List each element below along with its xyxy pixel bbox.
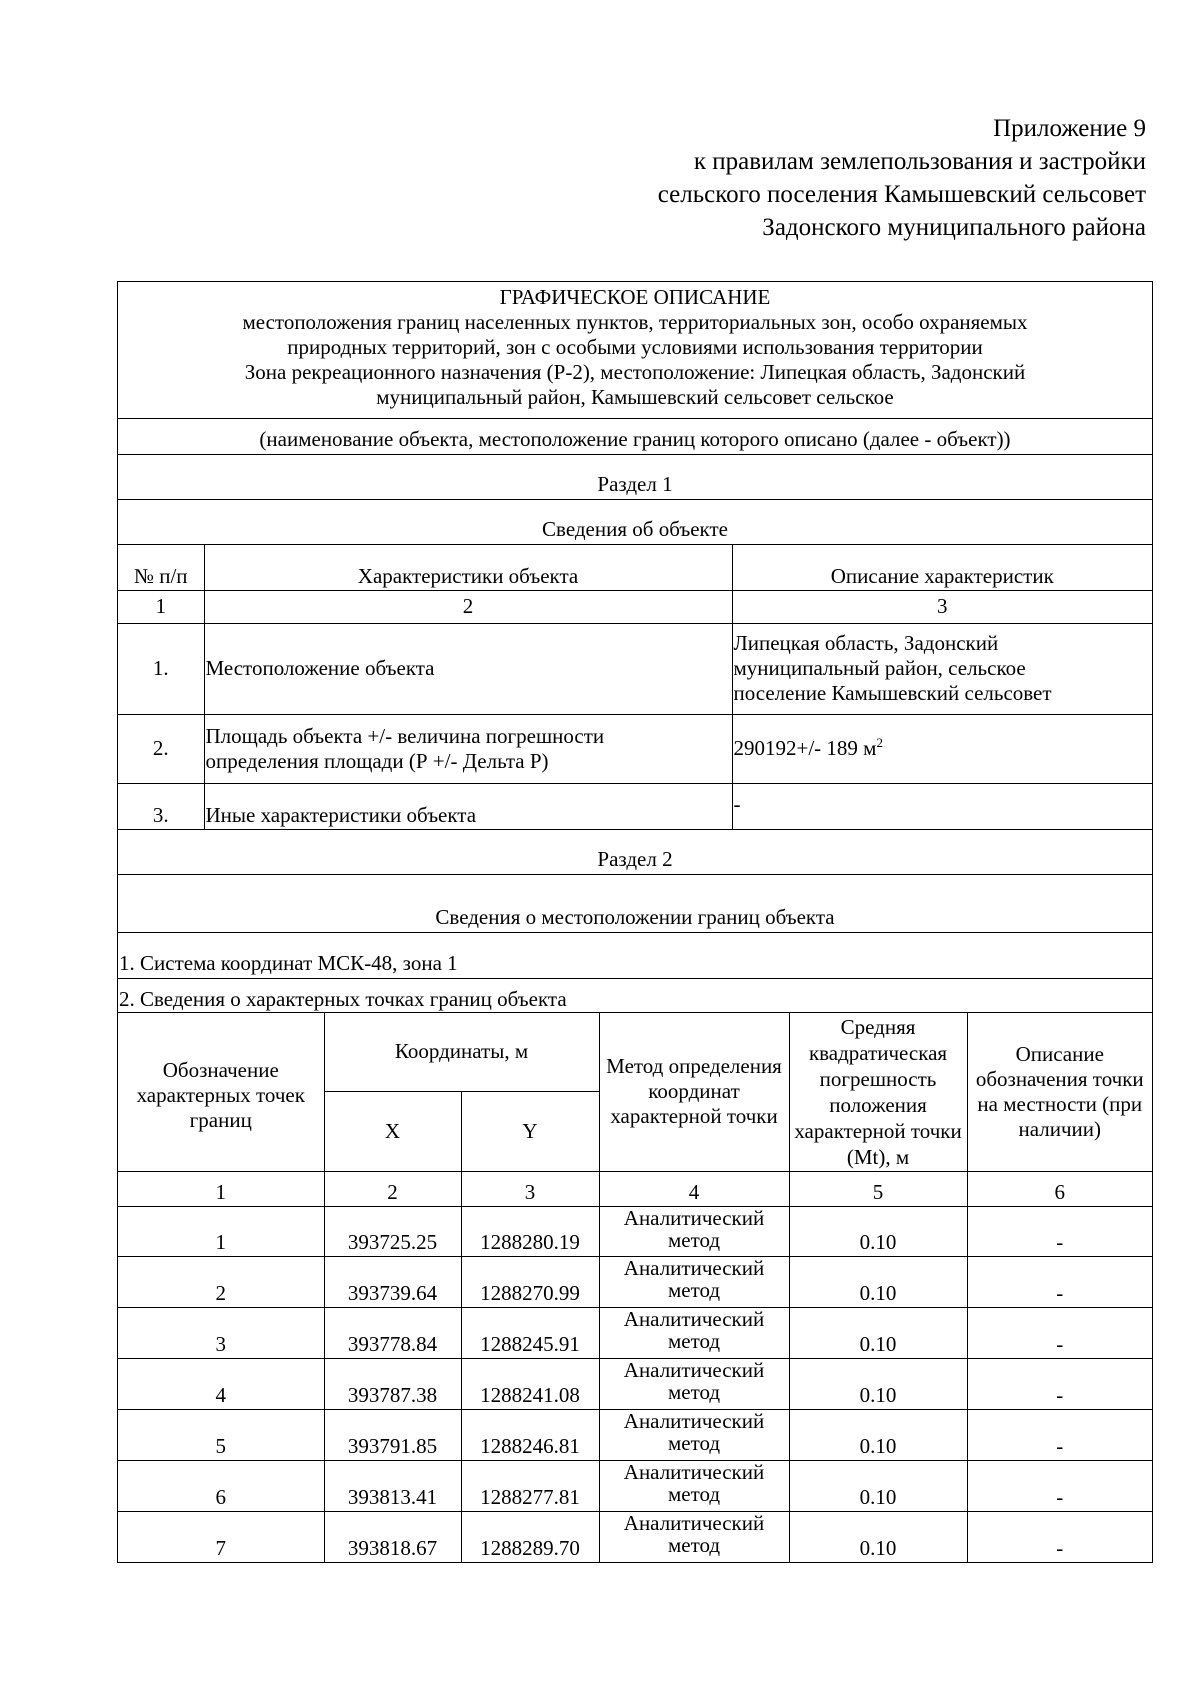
col-header-coords: Координаты, м	[324, 1013, 599, 1091]
document-title: ГРАФИЧЕСКОЕ ОПИСАНИЕ	[499, 285, 771, 309]
point-row	[118, 1358, 1152, 1409]
header-line-1: местоположения границ населенных пунктов, территориальных зон, особо охраняемых	[242, 310, 1028, 334]
document-header	[118, 282, 1152, 419]
point-y: 1288241.08	[461, 1358, 599, 1409]
point-id: 1	[118, 1206, 324, 1256]
header-line-3: Зона рекреационного назначения (Р-2), местоположение: Липецкая область, Задонский	[244, 360, 1026, 384]
col-header-point-description: Описание обозначения точки на местности (при наличии)	[967, 1013, 1152, 1171]
table-row	[118, 783, 1152, 829]
point-id: 6	[118, 1460, 324, 1511]
point-id: 4	[118, 1358, 324, 1409]
method-line: метод	[667, 1482, 721, 1506]
point-id: 3	[118, 1307, 324, 1358]
row-number: 1.	[118, 623, 204, 714]
point-description: -	[967, 1460, 1152, 1511]
point-description: -	[967, 1409, 1152, 1460]
name-line: определения площади (Р +/- Дельта Р)	[205, 748, 549, 773]
header-caption-text: (наименование объекта, местоположение границ которого описано (далее - объект))	[259, 427, 1011, 451]
point-y: 1288277.81	[461, 1460, 599, 1511]
point-method	[599, 1511, 789, 1562]
coordinate-system-text: 1. Система координат МСК-48, зона 1	[119, 951, 458, 975]
point-row	[118, 1511, 1152, 1562]
point-y: 1288289.70	[461, 1511, 599, 1562]
col-number: 3	[732, 590, 1152, 623]
method-line: Аналитический	[623, 1461, 765, 1484]
point-x: 393778.84	[324, 1307, 461, 1358]
section-2-title-text: Раздел 2	[597, 847, 673, 871]
method-line: Аналитический	[623, 1359, 765, 1382]
appendix-line-4: Задонского муниципального района	[762, 214, 1146, 241]
point-method	[599, 1256, 789, 1307]
point-mt: 0.10	[789, 1307, 967, 1358]
header-line-4: муниципальный район, Камышевский сельсовет сельское	[376, 385, 894, 409]
section-1-subtitle-text: Сведения об объекте	[542, 517, 728, 541]
point-id: 5	[118, 1409, 324, 1460]
method-line: метод	[667, 1329, 721, 1353]
col-header-designation: Обозначение характерных точек границ	[118, 1013, 324, 1171]
row-number: 3.	[118, 783, 204, 829]
point-description: -	[967, 1511, 1152, 1562]
method-line: Аналитический	[623, 1257, 765, 1280]
method-line: метод	[667, 1278, 721, 1302]
section-1-title-text: Раздел 1	[597, 472, 673, 496]
col-header-method: Метод определения координат характерной точки	[599, 1013, 789, 1171]
point-row	[118, 1307, 1152, 1358]
desc-line: муниципальный район, сельское	[733, 656, 1026, 680]
point-row	[118, 1206, 1152, 1256]
section-1-title	[118, 455, 1152, 500]
points-header-row	[118, 1013, 1152, 1091]
point-x: 393818.67	[324, 1511, 461, 1562]
table-row	[118, 714, 1152, 783]
object-info-table	[118, 545, 1152, 829]
col-number: 4	[599, 1171, 789, 1206]
method-line: метод	[667, 1431, 721, 1455]
point-y: 1288270.99	[461, 1256, 599, 1307]
area-value: 290192+/- 189 м	[733, 735, 877, 760]
col-number: 2	[324, 1171, 461, 1206]
col-header-error: Средняя квадратическая погрешность положения характерной точки (Mt), м	[789, 1013, 967, 1171]
table-header-row	[118, 545, 1152, 590]
desc-line: поселение Камышевский сельсовет	[733, 681, 1052, 705]
point-row	[118, 1256, 1152, 1307]
col-header-characteristics: Характеристики объекта	[204, 545, 732, 590]
row-name: Иные характеристики объекта	[204, 783, 732, 829]
section-2-subtitle	[118, 875, 1152, 933]
point-description: -	[967, 1307, 1152, 1358]
section-2-title	[118, 830, 1152, 875]
appendix-line-2: к правилам землепользования и застройки	[693, 148, 1146, 175]
graphic-description-table	[117, 281, 1153, 1563]
object-info-table-wrap	[118, 545, 1152, 830]
points-number-row	[118, 1171, 1152, 1206]
method-line: метод	[667, 1533, 721, 1558]
coordinate-system	[118, 933, 1152, 979]
point-mt: 0.10	[789, 1460, 967, 1511]
points-table	[118, 1013, 1152, 1562]
section-1-subtitle	[118, 500, 1152, 545]
point-x: 393739.64	[324, 1256, 461, 1307]
method-line: Аналитический	[623, 1410, 765, 1433]
row-name	[204, 714, 732, 783]
row-name: Местоположение объекта	[204, 623, 732, 714]
point-x: 393725.25	[324, 1206, 461, 1256]
method-line: метод	[667, 1227, 721, 1252]
point-row	[118, 1460, 1152, 1511]
appendix-number: Приложение 9	[993, 115, 1146, 142]
col-header-x: X	[324, 1091, 461, 1171]
row-number: 2.	[118, 714, 204, 783]
col-number: 2	[204, 590, 732, 623]
point-method	[599, 1460, 789, 1511]
col-number: 3	[461, 1171, 599, 1206]
col-number: 5	[789, 1171, 967, 1206]
point-mt: 0.10	[789, 1256, 967, 1307]
method-line: Аналитический	[623, 1512, 765, 1536]
method-line: метод	[667, 1380, 721, 1404]
point-method	[599, 1358, 789, 1409]
table-row	[118, 623, 1152, 714]
point-x: 393787.38	[324, 1358, 461, 1409]
section-2-subtitle-text: Сведения о местоположении границ объекта	[435, 905, 835, 929]
point-y: 1288245.91	[461, 1307, 599, 1358]
name-line: Площадь объекта +/- величина погрешности	[205, 723, 605, 748]
col-number: 1	[118, 1171, 324, 1206]
point-description: -	[967, 1358, 1152, 1409]
point-description: -	[967, 1206, 1152, 1256]
point-id: 7	[118, 1511, 324, 1562]
area-unit-superscript: 2	[876, 734, 883, 750]
point-method	[599, 1409, 789, 1460]
header-caption	[118, 419, 1152, 455]
col-number: 6	[967, 1171, 1152, 1206]
table-number-row	[118, 590, 1152, 623]
point-mt: 0.10	[789, 1511, 967, 1562]
point-method	[599, 1206, 789, 1256]
appendix-line-3: сельского поселения Камышевский сельсовет	[657, 181, 1146, 208]
col-header-num: № п/п	[118, 545, 204, 590]
point-y: 1288246.81	[461, 1409, 599, 1460]
row-description: -	[732, 783, 1152, 829]
method-line: Аналитический	[623, 1308, 765, 1331]
point-method	[599, 1307, 789, 1358]
desc-line: Липецкая область, Задонский	[733, 631, 999, 655]
point-id: 2	[118, 1256, 324, 1307]
method-line: Аналитический	[623, 1206, 765, 1230]
points-table-wrap	[118, 1013, 1152, 1562]
header-line-2: природных территорий, зон с особыми условиями использования территории	[287, 335, 983, 359]
points-title	[118, 979, 1152, 1013]
point-row	[118, 1409, 1152, 1460]
point-mt: 0.10	[789, 1358, 967, 1409]
points-title-text: 2. Сведения о характерных точках границ объекта	[119, 987, 567, 1011]
point-mt: 0.10	[789, 1206, 967, 1256]
col-header-description: Описание характеристик	[732, 545, 1152, 590]
point-description: -	[967, 1256, 1152, 1307]
row-description	[732, 623, 1152, 714]
row-description	[732, 714, 1152, 783]
point-y: 1288280.19	[461, 1206, 599, 1256]
col-number: 1	[118, 590, 204, 623]
point-x: 393813.41	[324, 1460, 461, 1511]
point-x: 393791.85	[324, 1409, 461, 1460]
col-header-y: Y	[461, 1091, 599, 1171]
appendix-block	[446, 112, 1146, 244]
point-mt: 0.10	[789, 1409, 967, 1460]
